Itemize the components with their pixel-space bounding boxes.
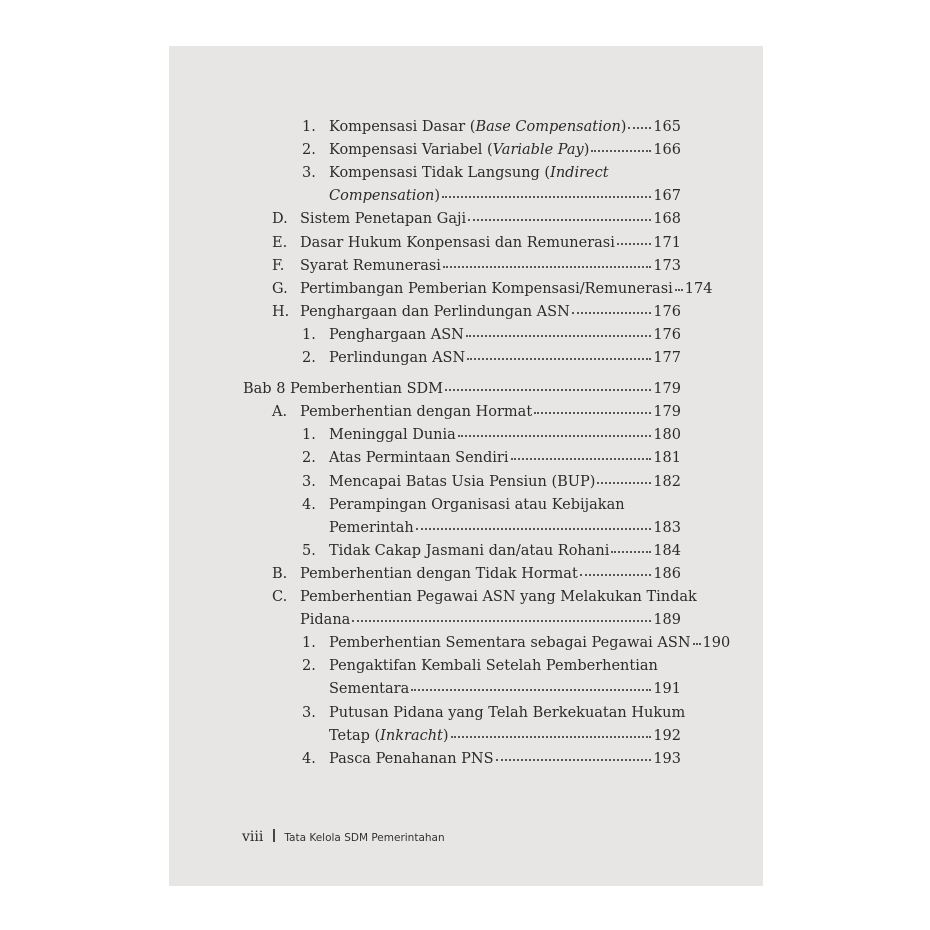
toc-entry[interactable] — [302, 655, 658, 677]
toc-entry-title: Penghargaan dan Perlindungan ASN — [300, 303, 570, 320]
toc-dot-leader — [572, 300, 652, 314]
toc-entry[interactable] — [329, 678, 681, 700]
toc-dot-leader — [511, 446, 652, 460]
toc-entry-title: Pemberhentian dengan Hormat — [300, 404, 533, 421]
toc-entry-title-italic: Compensation — [329, 188, 435, 205]
toc-entry[interactable] — [302, 632, 731, 654]
toc-entry-number: H. — [272, 303, 290, 320]
toc-dot-leader — [628, 115, 651, 129]
toc-entry-title-italic: Indirect — [550, 165, 609, 182]
footer-page-number: viii — [242, 829, 264, 845]
toc-entry-title: Sementara — [329, 681, 410, 698]
toc-entry-number: 4. — [302, 496, 316, 513]
toc-dot-leader — [675, 277, 683, 291]
toc-entry-page: 181 — [653, 450, 681, 467]
toc-dot-leader — [468, 207, 651, 221]
toc-entry-title: Perampingan Organisasi atau Kebijakan — [329, 496, 625, 513]
toc-entry[interactable] — [329, 725, 681, 747]
footer-book-title: Tata Kelola SDM Pemerintahan — [284, 832, 445, 844]
toc-entry-title-italic: Inkracht — [380, 727, 443, 744]
toc-entry-page: 173 — [653, 257, 681, 274]
toc-dot-leader — [411, 677, 651, 691]
toc-entry-number: F. — [272, 257, 285, 274]
toc-dot-leader — [617, 231, 651, 245]
toc-entry-title: Sistem Penetapan Gaji — [300, 211, 467, 228]
toc-entry[interactable] — [302, 424, 681, 446]
toc-entry[interactable] — [329, 185, 681, 207]
toc-entry-number: 2. — [302, 350, 316, 366]
table-of-contents — [169, 46, 763, 886]
toc-dot-leader — [496, 747, 652, 761]
toc-entry-title: Perlindungan ASN — [329, 350, 466, 366]
toc-entry-number: D. — [272, 211, 288, 228]
toc-entry[interactable] — [300, 609, 681, 631]
toc-entry-page: 190 — [702, 635, 731, 652]
toc-entry-page: 166 — [653, 142, 681, 159]
toc-entry[interactable] — [302, 139, 681, 161]
toc-entry[interactable] — [302, 748, 681, 770]
toc-entry-title: Kompensasi Tidak Langsung (Indirect — [329, 165, 609, 182]
toc-entry-number: E. — [272, 234, 288, 251]
toc-entry-page: 165 — [653, 119, 681, 135]
toc-dot-leader — [611, 539, 651, 553]
toc-entry-title: Pengaktifan Kembali Setelah Pemberhentian — [329, 658, 658, 675]
book-page — [169, 46, 763, 886]
toc-entry-title: Pemberhentian Sementara sebagai Pegawai ASN — [329, 635, 691, 652]
toc-entry-title-italic: Base Compensation — [475, 119, 621, 135]
toc-entry[interactable] — [272, 278, 713, 300]
toc-entry-page: 193 — [653, 750, 681, 767]
toc-dot-leader — [580, 562, 652, 576]
toc-dot-leader — [443, 254, 651, 268]
toc-entry-page: 176 — [653, 326, 681, 343]
toc-entry-title: Tidak Cakap Jasmani dan/atau Rohani — [329, 542, 610, 559]
toc-entry[interactable] — [302, 494, 625, 516]
toc-entry-page: 171 — [653, 234, 681, 251]
toc-dot-leader — [591, 138, 651, 152]
toc-entry-page: 174 — [684, 280, 713, 297]
toc-entry[interactable] — [272, 563, 681, 585]
toc-entry-title: Pasca Penahanan PNS — [329, 750, 494, 767]
toc-entry-page: 183 — [653, 519, 681, 536]
toc-entry-title: Pemerintah — [329, 519, 414, 536]
toc-entry-page: 177 — [653, 350, 681, 366]
toc-entry-title: Syarat Remunerasi — [300, 257, 441, 274]
toc-entry[interactable] — [302, 116, 681, 138]
toc-entry-title: Compensation) — [329, 188, 441, 205]
toc-entry-number: A. — [272, 404, 288, 421]
toc-entry[interactable] — [272, 586, 697, 608]
toc-entry[interactable] — [302, 540, 681, 562]
toc-entry-title: Putusan Pidana yang Telah Berkekuatan Hukum — [329, 704, 686, 721]
toc-entry-title: Mencapai Batas Usia Pensiun (BUP) — [329, 473, 596, 490]
toc-entry-page: 167 — [653, 188, 681, 205]
toc-entry-title: Atas Permintaan Sendiri — [329, 450, 509, 467]
toc-entry-page: 191 — [653, 681, 681, 698]
toc-entry-title: Dasar Hukum Konpensasi dan Remunerasi — [300, 234, 615, 251]
toc-entry-title: Kompensasi Variabel (Variable Pay) — [329, 142, 590, 159]
toc-entry-title: Bab 8 Pemberhentian SDM — [243, 381, 443, 398]
toc-entry-page: 179 — [653, 381, 681, 398]
toc-entry[interactable] — [302, 447, 681, 469]
toc-dot-leader — [467, 346, 651, 360]
toc-entry[interactable] — [243, 378, 681, 400]
toc-entry[interactable] — [272, 401, 681, 423]
toc-entry[interactable] — [272, 255, 681, 277]
toc-dot-leader — [458, 423, 652, 437]
toc-entry-number: 1. — [302, 119, 316, 135]
toc-entry-number: 3. — [302, 704, 316, 721]
toc-entry-number: 3. — [302, 473, 316, 490]
toc-dot-leader — [466, 323, 651, 337]
toc-entry-page: 189 — [653, 612, 681, 629]
toc-entry-number: 1. — [302, 427, 316, 444]
toc-entry-title: Tetap (Inkracht) — [329, 727, 449, 744]
toc-dot-leader — [416, 516, 652, 530]
toc-entry-title: Kompensasi Dasar (Base Compensation) — [329, 119, 627, 135]
toc-dot-leader — [534, 400, 651, 414]
toc-entry-page: 182 — [653, 473, 681, 490]
toc-entry-number: B. — [272, 565, 288, 582]
toc-entry-page: 192 — [653, 727, 681, 744]
toc-entry-number: 4. — [302, 750, 316, 767]
toc-dot-leader — [451, 724, 652, 738]
toc-entry-title: Pidana — [300, 612, 351, 629]
toc-entry[interactable] — [272, 232, 681, 254]
toc-entry-number: 2. — [302, 450, 316, 467]
toc-entry-page: 179 — [653, 404, 681, 421]
toc-entry[interactable] — [302, 471, 681, 493]
page-footer — [242, 826, 445, 848]
toc-entry[interactable] — [272, 301, 681, 323]
toc-entry-number: 3. — [302, 165, 316, 182]
toc-entry[interactable] — [302, 347, 681, 369]
toc-dot-leader — [352, 608, 651, 622]
toc-entry-title: Pemberhentian dengan Tidak Hormat — [300, 565, 578, 582]
toc-entry-title: Penghargaan ASN — [329, 326, 464, 343]
toc-entry[interactable] — [329, 517, 681, 539]
toc-entry-number: 1. — [302, 635, 316, 652]
toc-entry[interactable] — [272, 208, 681, 230]
toc-entry[interactable] — [302, 162, 609, 184]
toc-entry-page: 176 — [653, 303, 681, 320]
toc-entry-page: 184 — [653, 542, 681, 559]
toc-dot-leader — [693, 631, 701, 645]
toc-dot-leader — [442, 184, 651, 198]
toc-entry[interactable] — [302, 324, 681, 346]
toc-entry-title: Pertimbangan Pemberian Kompensasi/Remunerasi — [300, 280, 673, 297]
toc-entry-title-italic: Variable Pay — [492, 142, 584, 159]
toc-entry[interactable] — [302, 702, 685, 724]
toc-entry-number: 5. — [302, 542, 316, 559]
toc-dot-leader — [445, 377, 651, 391]
toc-entry-title: Meninggal Dunia — [329, 427, 456, 444]
toc-entry-page: 168 — [653, 211, 681, 228]
toc-entry-page: 180 — [653, 427, 681, 444]
toc-entry-number: G. — [272, 280, 288, 297]
footer-separator — [273, 829, 275, 842]
toc-entry-number: 1. — [302, 326, 316, 343]
toc-entry-title: Pemberhentian Pegawai ASN yang Melakukan Tindak — [300, 589, 697, 605]
toc-entry-page: 186 — [653, 565, 681, 582]
toc-dot-leader — [597, 470, 651, 484]
toc-entry-number: C. — [272, 589, 288, 605]
toc-entry-number: 2. — [302, 658, 316, 675]
toc-entry-number: 2. — [302, 142, 316, 159]
